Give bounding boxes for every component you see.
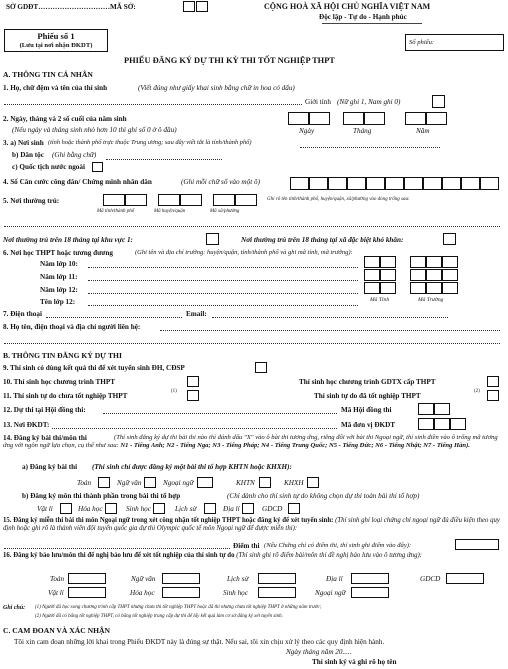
q12-label: 12. Dự thi tại Hội đồng thi: (3, 406, 86, 414)
sheet-sub: (Lưu tại nơi nhận ĐKDT) (19, 41, 93, 49)
id-box-4[interactable] (347, 177, 366, 190)
year-box-1[interactable] (405, 112, 426, 125)
q14-langs1: N1 - Tiếng Anh; (120, 441, 165, 449)
q14a-khtn-box[interactable] (259, 477, 271, 488)
class-12-label: Tên lớp 12: (40, 298, 76, 306)
q3a-label: 3. a) Nơi sinh (3, 139, 44, 147)
q14-note (3, 434, 501, 449)
q12b-label: Mã Hội đồng thi (341, 406, 392, 414)
q6-label: 6. Nơi học THPT hoặc tương đương (3, 249, 113, 257)
month-box-1[interactable] (343, 112, 364, 125)
q14b-sinh-box[interactable] (153, 503, 165, 514)
q16-block (3, 552, 501, 560)
q5-note: Ghi rõ tên tỉnh/thành phố, huyện/quận, xã/phường vào dòng trống sau: (267, 197, 410, 202)
q11-sup: (1) (171, 389, 177, 394)
q16-label: 16. Đăng ký bảo lưu/môn thi để nghị bảo lưu để xét tốt nghiệp của thí sinh tự do (3, 552, 235, 559)
signature-date: Ngày tháng năm 20..... (286, 648, 352, 656)
q14a-khxh-box[interactable] (307, 477, 319, 488)
ma-so-box-1[interactable] (183, 1, 195, 12)
q15-diem-label: Điểm thi (233, 542, 260, 550)
gender-note: (Nữ ghi 1, Nam ghi 0) (337, 98, 401, 106)
signature-label: Thí sinh ký và ghi rõ họ tên (312, 658, 397, 666)
id-box-7[interactable] (404, 177, 423, 190)
grade-12-school-box-3[interactable] (442, 282, 458, 294)
q15-diem-box[interactable] (455, 539, 499, 550)
ward-code-label: Mã xã/phường (210, 209, 240, 214)
q13b-box-2[interactable] (434, 418, 450, 430)
grade-10-school-box-1[interactable] (410, 256, 426, 268)
q14a-khxh-label: KHXH (284, 479, 304, 487)
id-box-1[interactable] (290, 177, 309, 190)
q13-line[interactable] (52, 428, 337, 429)
q14b-su-label: Lịch sử (175, 505, 197, 513)
q14b-sinh-label: Sinh học (126, 505, 151, 513)
q14a-note: (Thí sinh chỉ được đăng ký một bài thi tổ hợp KHTN hoặc KHXH): (92, 463, 292, 471)
sheet-number-box (4, 29, 108, 52)
q16-van-label: Ngữ văn (131, 575, 156, 583)
q16-su-box[interactable] (258, 573, 296, 584)
ward-code-box-1[interactable] (213, 194, 235, 206)
q5-label: 5. Nơi thường trú: (3, 197, 60, 205)
commitment-text: Tôi xin cam đoan những lời khai trong Phiếu ĐKDT này là đúng sự thật. Nếu sai, tôi xin chịu xử lý theo các quy định hiện hành. (14, 638, 385, 646)
district-code-label: Mã huyện/quận (154, 209, 186, 214)
province-code-box-2[interactable] (125, 194, 147, 206)
id-box-2[interactable] (309, 177, 328, 190)
q15-line[interactable] (4, 548, 230, 549)
q1-note: (Viết đúng như giấy khai sinh bằng chữ in hoa có dấu) (138, 84, 295, 92)
q14a-nn-label: Ngoại ngữ (163, 479, 194, 487)
republic-title: CỘNG HOÀ XÃ HỘI CHỦ NGHĨA VIỆT NAM (264, 2, 431, 11)
grade-10-school-box-2[interactable] (426, 256, 442, 268)
note-1: (1) Người đã học xong chương trình cấp THPT nhưng chưa thi tốt nghiệp THPT hoặc đã thi nhưng chưa tốt nghiệp THPT ở những năm trước; (35, 605, 322, 610)
contact-line-2[interactable] (4, 343, 500, 344)
q14a-label: a) Đăng ký bài thi (22, 463, 78, 471)
id-box-6[interactable] (385, 177, 404, 190)
grade-10-prov-box-2[interactable] (380, 256, 396, 268)
district-code-box-1[interactable] (158, 194, 180, 206)
id-box-8[interactable] (423, 177, 442, 190)
q11-label: 11. Thí sinh tự do chưa tốt nghiệp THPT (3, 392, 128, 400)
q16-gdcd-label: GDCD (420, 575, 441, 583)
id-box-3[interactable] (328, 177, 347, 190)
sheet-title: Phiếu số 1 (37, 31, 75, 41)
grade-11-school-box-3[interactable] (442, 269, 458, 281)
q14a-van-box[interactable] (144, 477, 156, 488)
q14a-khtn-label: KHTN (236, 479, 255, 487)
q9-box[interactable] (255, 362, 267, 373)
q14b-note: (Chỉ dành cho thí sinh tự do không chọn dự thi toàn bài thi tổ hợp) (227, 492, 420, 500)
q16-sinh-box[interactable] (258, 587, 296, 598)
grade-10-line[interactable] (88, 267, 358, 268)
q10b-label: Thí sinh học chương trình GDTX cấp THPT (299, 378, 436, 386)
grade-10-school-box-3[interactable] (442, 256, 458, 268)
grade-11-label: Năm lớp 11: (40, 273, 78, 281)
q16-van-box[interactable] (162, 573, 200, 584)
q14b-dia-box[interactable] (242, 503, 254, 514)
id-box-9[interactable] (442, 177, 461, 190)
q16-li-box[interactable] (68, 587, 106, 598)
year-box-2[interactable] (426, 112, 447, 125)
q3b-label: b) Dân tộc (12, 151, 44, 159)
q16-toan-label: Toán (50, 575, 65, 583)
q16-sinh-label: Sinh học (223, 589, 248, 597)
gender-label: Giới tính (305, 98, 331, 106)
province-code-box-1[interactable] (103, 194, 125, 206)
motto-underline (322, 23, 422, 24)
q16-nn-label: Ngoại ngữ (315, 589, 346, 597)
phone-line[interactable] (46, 317, 182, 318)
q4-note: (Ghi mỗi chữ số vào một ô) (181, 178, 260, 186)
kv1-label: Nơi thường trú trên 18 tháng tại khu vực 1: (3, 236, 133, 244)
grade-12-school-box-2[interactable] (426, 282, 442, 294)
q13-label: 13. Nơi ĐKDT: (3, 421, 50, 429)
q14a-toan-label: Toán (77, 479, 92, 487)
q13b-box-3[interactable] (450, 418, 466, 430)
month-label: Tháng (353, 127, 372, 135)
q14a-toan-box[interactable] (98, 477, 110, 488)
q16-nn-box[interactable] (351, 587, 389, 598)
q15-block (3, 517, 501, 533)
q6-note: (Ghi tên và địa chỉ trường: huyện/quận, tỉnh/thành phố và ghi mã tỉnh, mã trường): (135, 249, 353, 256)
q16-dia-box[interactable] (351, 573, 389, 584)
district-code-box-2[interactable] (180, 194, 202, 206)
q14b-li-box[interactable] (60, 503, 72, 514)
so-gddt-label: SỞ GDĐT…………………………MÃ SỞ: (6, 3, 136, 11)
q12b-box-1[interactable] (418, 403, 434, 415)
grade-10-prov-box-1[interactable] (364, 256, 380, 268)
q14b-li-label: Vật lí (37, 505, 53, 513)
q16-dia-label: Địa lí (326, 575, 343, 583)
q8-label: 8. Họ tên, điện thoại và địa chỉ người liên hệ: (3, 323, 141, 331)
q11b-label: Thí sinh tự do đã tốt nghiệp THPT (314, 392, 421, 400)
section-a-title: A. THÔNG TIN CÁ NHÂN (3, 70, 93, 79)
q2-note: (Nếu ngày và tháng sinh nhỏ hơn 10 thì ghi số 0 ở ô đầu) (12, 126, 177, 134)
q14-label: 14. Đăng ký bài thi/môn thi (3, 434, 87, 442)
q16-hoa-label: Hóa học (130, 589, 155, 597)
q3b-note: (Ghi bằng chữ) (52, 151, 97, 159)
id-box-10[interactable] (461, 177, 480, 190)
q14-note-text: (Thí sinh đăng ký dự thi bài thi nào thì đánh dấu "X" vào ô bài thi tương ứng, riêng đối với bài thi Ngoại ngữ, thí sinh điền vào ô trống mã tương ứng với ngôn ngữ lựa chọn, cụ thể như sau: (3, 434, 498, 449)
q2-label: 2. Ngày, tháng và 2 số cuối của năm sinh (3, 115, 127, 123)
q14b-gdcd-box[interactable] (288, 503, 300, 514)
contact-line-1[interactable] (160, 330, 500, 331)
q16-gdcd-box[interactable] (446, 573, 484, 584)
id-box-5[interactable] (366, 177, 385, 190)
dbkk-box[interactable] (443, 233, 456, 245)
ma-so-box-2[interactable] (196, 1, 208, 12)
grade-11-prov-box-1[interactable] (364, 269, 380, 281)
form-title: PHIẾU ĐĂNG KÝ DỰ THI KỲ THI TỐT NGHIỆP THPT (124, 56, 335, 65)
q3b-line[interactable] (106, 159, 222, 160)
q3c-label: c) Quốc tịch nước ngoài (12, 163, 85, 171)
grade-12-school-box-1[interactable] (410, 282, 426, 294)
q10b-box[interactable] (487, 376, 499, 387)
q14b-dia-label: Địa lí (223, 505, 240, 513)
email-label: Email: (186, 310, 207, 318)
q4-label: 4. Số Căn cước công dân/ Chứng minh nhân dân (3, 178, 152, 186)
grade-11-prov-box-2[interactable] (380, 269, 396, 281)
province-code-label: Mã tỉnh/thành phố (97, 209, 135, 214)
q9-label: 9. Thí sinh có dùng kết quả thi để xét tuyển sinh ĐH, CĐSP (3, 364, 185, 372)
grade-12-label: Năm lớp 12: (40, 286, 78, 294)
ma-tinh-label: Mã Tỉnh (370, 297, 390, 303)
grade-11-school-box-1[interactable] (410, 269, 426, 281)
q14-langs2: N2 - Tiếng Nga; N3 - Tiếng Pháp; N4 - Tiếng Trung Quốc; N5 - Tiếng Đức; N6 - Tiếng Nhật; N7 - Tiếng Hàn). (166, 441, 470, 449)
ward-code-box-2[interactable] (235, 194, 257, 206)
q11b-box[interactable] (487, 390, 499, 401)
id-box-11[interactable] (480, 177, 499, 190)
grade-11-line[interactable] (88, 280, 358, 281)
q1-name-line[interactable] (4, 104, 302, 105)
day-box-1[interactable] (288, 112, 309, 125)
dbkk-label: Nơi thường trú trên 18 tháng tại xã đặc biệt khó khăn: (241, 236, 404, 244)
day-box-2[interactable] (309, 112, 330, 125)
q15-label: 15. Đăng ký miễn thi bài thi môn Ngoại ngữ trong xét công nhận tốt nghiệp THPT hoặc đăng ký để xét tuyển sinh: (3, 517, 334, 524)
so-phieu-box[interactable] (405, 34, 504, 51)
grade-12-prov-box-2[interactable] (380, 282, 396, 294)
q16-su-label: Lịch sử (227, 575, 249, 583)
q14b-su-box[interactable] (204, 503, 216, 514)
q14b-label: b) Đăng ký môn thi thành phần trong bài thi tổ hợp (22, 492, 181, 500)
q15-note: (Thí sinh ghi loại chứng chỉ ngoại ngữ đủ điều kiện theo quy định hoặc ghi rõ là thành viên đội tuyển quốc gia dự thi Olympic quốc tế môn Ngoại ngữ để được miễn thi): (3, 517, 500, 532)
q11b-sup: (2) (474, 389, 480, 394)
q7-label: 7. Điện thoại (3, 310, 42, 318)
day-label: Ngày (299, 127, 315, 135)
q16-li-label: Vật lí (48, 589, 64, 597)
ma-truong-label: Mã Trường (418, 297, 444, 303)
so-phieu-label: Số phiếu: (409, 39, 435, 46)
q13b-label: Mã đơn vị ĐKDT (341, 421, 396, 429)
grade-12-prov-box-1[interactable] (364, 282, 380, 294)
grade-11-school-box-2[interactable] (426, 269, 442, 281)
q3c-box[interactable] (92, 162, 103, 172)
kv1-box[interactable] (206, 233, 219, 245)
q14b-gdcd-label: GDCD (262, 505, 283, 513)
section-b-title: B. THÔNG TIN ĐĂNG KÝ DỰ THI (3, 351, 122, 360)
q5-address-line[interactable] (4, 226, 500, 227)
q14b-hoa-label: Hóa học (78, 505, 103, 513)
grade-12-line[interactable] (88, 293, 358, 294)
q3a-line[interactable] (300, 147, 440, 148)
note-2: (2) Người đã có bằng tốt nghiệp THPT, có bằng tốt nghiệp trung cấp dự thi để lấy kết quả làm cơ sở đăng ký xét tuyển sinh. (35, 614, 283, 619)
q10-label: 10. Thí sinh học chương trình THPT (3, 378, 116, 386)
notes-label: Ghi chú: (3, 605, 26, 611)
grade-10-label: Năm lớp 10: (40, 260, 78, 268)
gender-box[interactable] (432, 95, 445, 108)
q16-note: (Thí sinh ghi rõ điểm bài/môn thi đề nghị bảo lưu vào ô tương ứng): (236, 552, 422, 559)
section-c-title: C. CAM ĐOAN VÀ XÁC NHẬN (3, 626, 111, 635)
q11-box[interactable] (187, 390, 199, 401)
q12-line[interactable] (103, 413, 337, 414)
q10-box[interactable] (187, 376, 199, 387)
motto: Độc lập - Tự do - Hạnh phúc (319, 13, 407, 21)
q14a-van-label: Ngữ văn (117, 479, 142, 487)
month-box-2[interactable] (364, 112, 385, 125)
q12b-box-2[interactable] (434, 403, 450, 415)
q16-hoa-box[interactable] (162, 587, 200, 598)
class-12-line[interactable] (88, 305, 358, 306)
q14b-hoa-box[interactable] (105, 503, 117, 514)
q13b-box-1[interactable] (418, 418, 434, 430)
q16-toan-box[interactable] (68, 573, 106, 584)
q1-label: 1. Họ, chữ đệm và tên của thí sinh (3, 84, 108, 92)
q15-diem-note: (Nếu Chứng chỉ có điểm thi, thí sinh ghi điểm vào đây): (264, 542, 412, 549)
email-line[interactable] (212, 317, 448, 318)
year-label: Năm (416, 127, 430, 135)
q14a-nn-box[interactable] (197, 477, 213, 488)
q3a-note: (tỉnh hoặc thành phố trực thuộc Trung ương; sau đây viết tắt là tỉnh/thành phố) (48, 139, 252, 146)
